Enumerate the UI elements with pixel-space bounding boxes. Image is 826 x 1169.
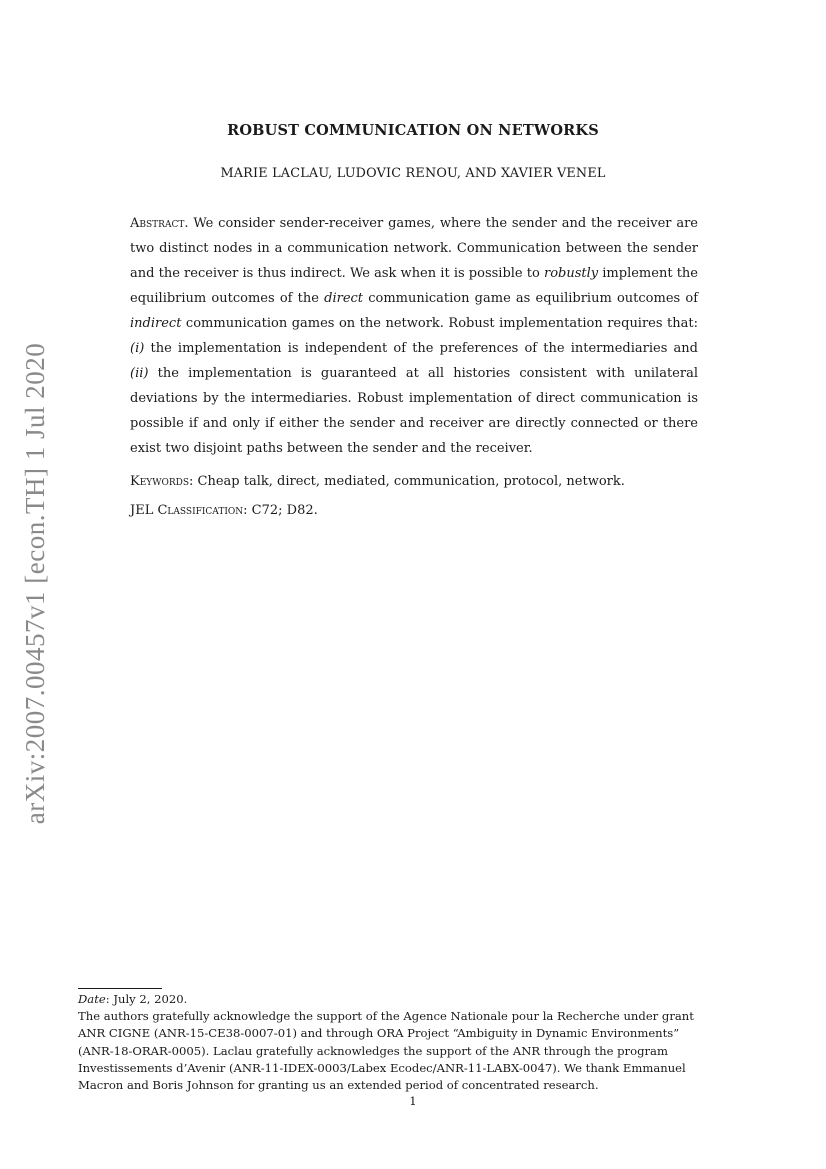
abstract-emphasis: indirect bbox=[130, 316, 182, 331]
abstract-text: We consider sender-receiver games, where the sender and the receiver are two distinct nodes in a communication network. Communication between the sender and the receiver is thus indirect. We ask when it is possible to bbox=[130, 216, 698, 281]
footnote-rule bbox=[78, 988, 162, 989]
footnote-line: ANR CIGNE (ANR-15-CE38-0007-01) and through ORA Project “Ambiguity in Dynamic Environments” bbox=[78, 1026, 680, 1041]
jel-label: Classification: bbox=[157, 503, 248, 518]
abstract bbox=[130, 211, 698, 461]
abstract-text: the implementation is independent of the preferences of the intermediaries and bbox=[144, 341, 698, 356]
footnote bbox=[78, 991, 748, 1094]
abstract-emphasis: (ii) bbox=[130, 366, 149, 381]
footnote-line: Investissements d’Avenir (ANR-11-IDEX-0003/Labex Ecodec/ANR-11-LABX-0047). We thank Emmanuel bbox=[78, 1060, 686, 1075]
abstract-text: communication games on the network. Robust implementation requires that: bbox=[181, 316, 698, 331]
keywords-label: Keywords: bbox=[130, 474, 194, 489]
footnote-line: (ANR-18-ORAR-0005). Laclau gratefully acknowledges the support of the ANR through the program bbox=[78, 1043, 668, 1058]
abstract-text: the implementation is guaranteed at all histories consistent with unilateral deviations by the intermediaries. Robust implementation of direct communication is possible if and only if either the sender and receiver are directly connected or there exist two disjoint paths between the sender and the receiver. bbox=[130, 366, 698, 456]
jel-prefix: JEL bbox=[130, 503, 158, 518]
keywords-text: Cheap talk, direct, mediated, communication, protocol, network. bbox=[193, 474, 625, 489]
footnote-line: Macron and Boris Johnson for granting us an extended period of concentrated research. bbox=[78, 1078, 599, 1093]
abstract-text: communication game as equilibrium outcomes of bbox=[363, 291, 699, 306]
page-number: 1 bbox=[409, 1094, 417, 1108]
jel-codes: C72; D82. bbox=[247, 503, 318, 518]
arxiv-identifier-stamp bbox=[16, 336, 56, 831]
footnote-date-text: : July 2, 2020. bbox=[105, 992, 188, 1006]
abstract-emphasis: direct bbox=[324, 291, 364, 306]
paper-title: ROBUST COMMUNICATION ON NETWORKS bbox=[227, 122, 599, 139]
arxiv-identifier-text: arXiv:2007.00457v1 [econ.TH] 1 Jul 2020 bbox=[20, 342, 51, 825]
footnote-line: The authors gratefully acknowledge the support of the Agence Nationale pour la Recherche under grant bbox=[78, 1009, 694, 1024]
abstract-heading: Abstract. bbox=[130, 216, 189, 231]
abstract-text: implement the equilibrium outcomes of the bbox=[130, 266, 698, 306]
footnote-date bbox=[78, 991, 748, 1008]
abstract-emphasis: (i) bbox=[130, 341, 145, 356]
jel-classification bbox=[130, 498, 698, 523]
abstract-emphasis: robustly bbox=[543, 266, 599, 281]
keywords bbox=[130, 469, 698, 494]
footnote-date-label: Date bbox=[78, 992, 106, 1006]
paper-authors: MARIE LACLAU, LUDOVIC RENOU, AND XAVIER VENEL bbox=[220, 166, 606, 181]
